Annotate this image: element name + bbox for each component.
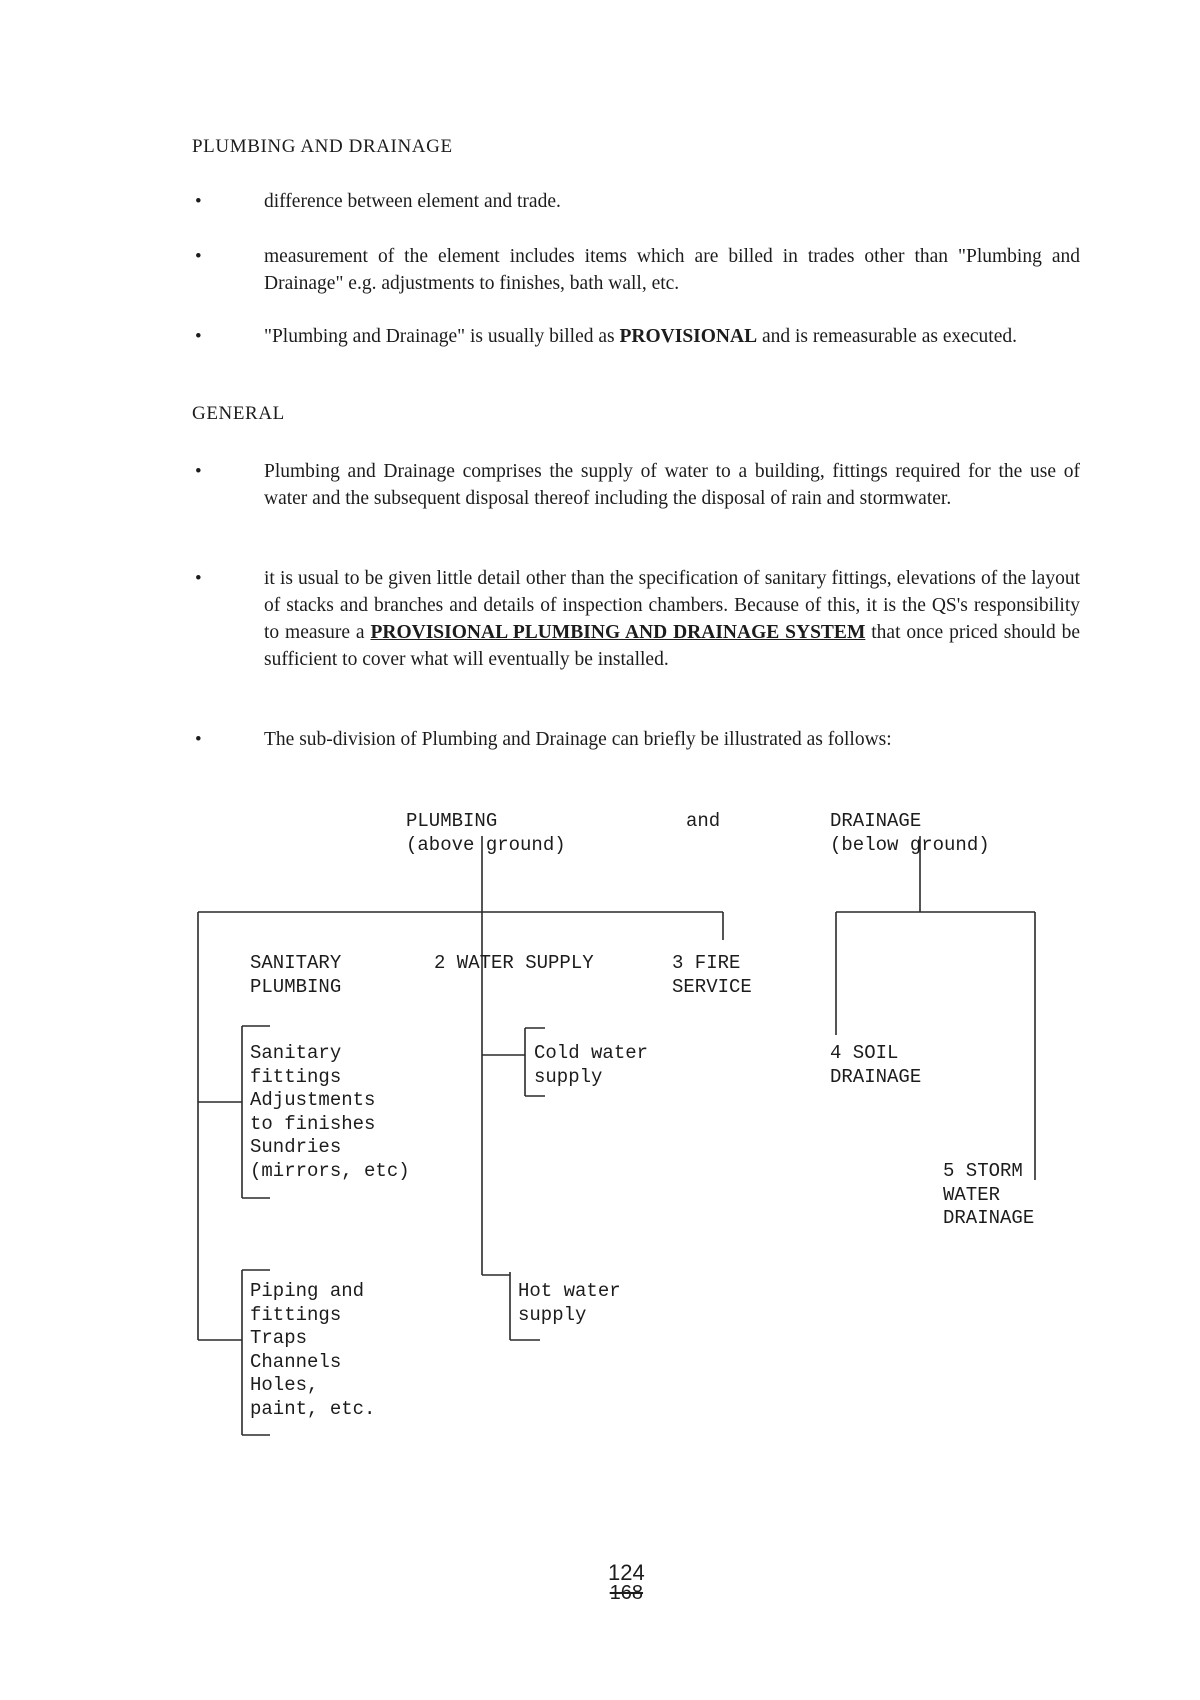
label-line: fittings <box>250 1303 342 1326</box>
bullet-marker: • <box>195 246 202 267</box>
label-line: SANITARY <box>250 952 342 974</box>
soil-drainage-label <box>830 1042 921 1089</box>
label-line: Adjustments <box>250 1089 376 1111</box>
drainage-subtitle: (below ground) <box>830 834 990 856</box>
bullet-text: Plumbing and Drainage comprises the supply of water to a building, fittings required for the use of water and the subsequent disposal thereof including the disposal of rain and stormwater. <box>264 461 1080 509</box>
label-line: Cold water <box>534 1042 649 1064</box>
bullet-marker: • <box>195 729 202 750</box>
bullet-text: measurement of the element includes items which are billed in trades other than "Plumbing and Drainage" e.g. adjustments to finishes, bath wall, etc. <box>264 246 1080 294</box>
bullet-text-run: "Plumbing and Drainage" is usually billed as <box>264 326 620 347</box>
label-line: Holes, <box>250 1374 319 1396</box>
page-number-current: 124 <box>608 1560 645 1585</box>
bullet-text: difference between element and trade. <box>264 191 561 212</box>
plumbing-title: PLUMBING <box>406 810 498 832</box>
page-number <box>608 1562 645 1604</box>
bullet-text-run: and is remeasurable as executed. <box>757 326 1017 347</box>
label-line: Sundries <box>250 1136 342 1158</box>
underlined-provisional-system: PROVISIONAL PLUMBING AND DRAINAGE SYSTEM <box>370 622 866 643</box>
diagram-connector-lines <box>0 780 1200 1480</box>
label-line: 4 SOIL <box>830 1042 899 1064</box>
and-label: and <box>686 810 721 832</box>
label-line: PLUMBING <box>250 975 342 998</box>
label-line: fittings <box>250 1065 342 1088</box>
label-line: Traps <box>250 1327 308 1349</box>
bullet-text-run: that once priced should be sufficient to cover what will eventually be installed. <box>264 622 1080 670</box>
label-line: 3 FIRE <box>672 952 741 974</box>
sanitary-group-label <box>250 1042 410 1183</box>
bullet-marker: • <box>195 568 202 589</box>
hot-water-label <box>518 1280 621 1327</box>
label-line: Channels <box>250 1350 342 1373</box>
bullet-text-run: it is usual to be given little detail other than the specification of sanitary fittings, elevations of the layout of stacks and branches and details of inspection chambers. Because of this, it is the QS's responsibility to measure a <box>264 568 1080 643</box>
label-line: to finishes <box>250 1112 376 1135</box>
bold-provisional: PROVISIONAL <box>619 326 758 347</box>
subdivision-diagram <box>0 780 1200 1480</box>
label-line: Sanitary <box>250 1042 342 1064</box>
bullet-text <box>264 323 1080 350</box>
bullet-text <box>264 565 1080 673</box>
storm-drainage-label <box>943 1160 1034 1231</box>
label-line: Piping and <box>250 1280 365 1302</box>
label-line: SERVICE <box>672 975 752 998</box>
bullet-text: The sub-division of Plumbing and Drainage can briefly be illustrated as follows: <box>264 729 892 750</box>
page-number-struck: 168 <box>609 1582 644 1604</box>
bullet-marker: • <box>195 461 202 482</box>
plumbing-subtitle: (above ground) <box>406 834 566 856</box>
piping-group-label <box>250 1280 375 1421</box>
label-line: supply <box>534 1065 603 1088</box>
fire-service-label <box>672 952 752 999</box>
label-line: DRAINAGE <box>943 1207 1035 1229</box>
water-supply-label: 2 WATER SUPPLY <box>434 952 594 974</box>
label-line: (mirrors, etc) <box>250 1159 410 1182</box>
label-line: supply <box>518 1303 587 1326</box>
heading-general: GENERAL <box>192 403 285 424</box>
drainage-title: DRAINAGE <box>830 810 922 832</box>
heading-plumbing-and-drainage: PLUMBING AND DRAINAGE <box>192 136 453 157</box>
label-line: DRAINAGE <box>830 1065 922 1088</box>
bullet-marker: • <box>195 191 202 212</box>
bullet-marker: • <box>195 326 202 347</box>
label-line: Hot water <box>518 1280 621 1302</box>
label-line: paint, etc. <box>250 1397 376 1420</box>
cold-water-label <box>534 1042 648 1089</box>
label-line: WATER <box>943 1183 1001 1206</box>
sanitary-plumbing-label <box>250 952 341 999</box>
label-line: 5 STORM <box>943 1160 1023 1182</box>
